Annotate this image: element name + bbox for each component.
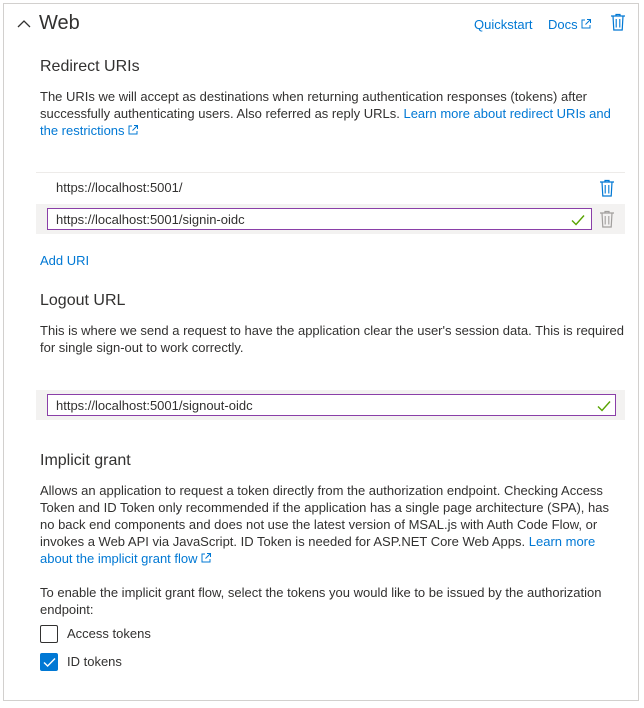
redirect-learn-more-text: Learn more about redirect URIs and the restrictions [40,106,611,138]
checkbox-check-icon [43,657,56,668]
redirect-uris-description [40,88,625,139]
implicit-learn-more-text: Learn more about the implicit grant flow [40,534,596,566]
logout-url-row [36,390,625,420]
implicit-grant-heading: Implicit grant [40,452,131,469]
logout-url-description: This is where we send a request to have the application clear the user's session data. This is required for single sign-out to work correctly. [40,323,624,355]
redirect-uri-input[interactable] [47,208,592,230]
logout-url-input[interactable] [47,394,616,416]
docs-label: Docs [548,17,578,32]
id-tokens-label: ID tokens [67,654,122,669]
docs-link[interactable] [548,17,592,32]
checkmark-icon [597,400,611,412]
checkmark-icon [571,214,585,226]
implicit-grant-instruction: To enable the implicit grant flow, select the tokens you would like to be issued by the authorization endpoint: [40,585,602,617]
panel-header [4,4,638,48]
redirect-uri-row-editing [36,204,625,234]
implicit-description-text: Allows an application to request a token directly from the authorization endpoint. Checking Access Token and ID Token only recommended if the application has a single page architecture (SPA), has no back end components and does not use the latest version of MSAL.js with Auth Code Flow, or invokes a Web API via JavaScript. ID Token is needed for ASP.NET Core Web Apps. [40,483,609,549]
chevron-up-icon[interactable] [16,16,32,32]
external-link-icon [127,124,139,136]
web-platform-panel [3,3,639,701]
trash-icon[interactable] [599,179,615,197]
external-link-icon [580,18,592,30]
external-link-icon [200,552,212,564]
trash-icon[interactable] [610,13,626,31]
quickstart-link[interactable]: Quickstart [474,17,533,32]
id-tokens-checkbox[interactable] [40,653,58,671]
trash-icon[interactable] [599,210,615,228]
add-uri-link[interactable]: Add URI [40,253,90,268]
platform-title: Web [39,12,80,34]
logout-url-heading: Logout URL [40,292,126,309]
access-tokens-label: Access tokens [67,626,151,641]
implicit-grant-description [40,482,625,567]
redirect-description-text: The URIs we will accept as destinations when returning authentication responses (tokens) after successfully authenticating users. Also referred as reply URLs. [40,89,588,121]
redirect-uris-heading: Redirect URIs [40,58,140,75]
access-tokens-checkbox[interactable] [40,625,58,643]
redirect-uri-value[interactable]: https://localhost:5001/ [56,180,183,195]
redirect-uri-row [36,172,625,203]
